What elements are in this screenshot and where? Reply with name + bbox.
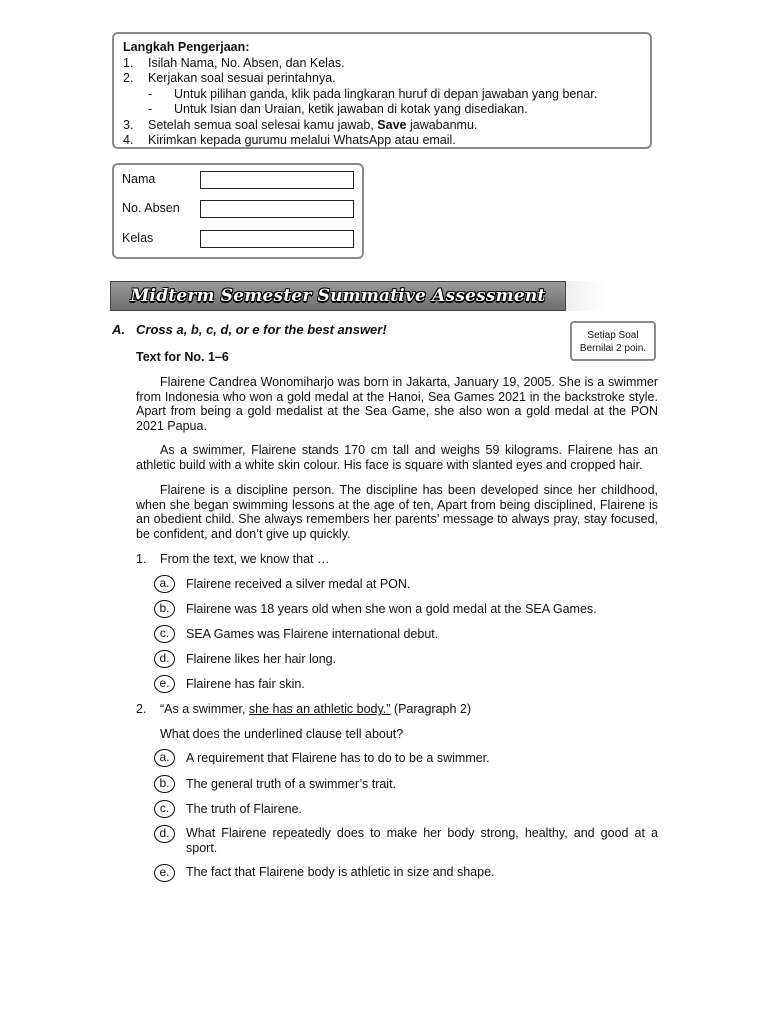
option-b-circle[interactable]: b. bbox=[154, 775, 175, 793]
option-text: What Flairene repeatedly does to make her body strong, healthy, and good at a sport. bbox=[186, 826, 658, 855]
option-a-circle[interactable]: a. bbox=[154, 575, 175, 593]
question-number: 1. bbox=[136, 552, 147, 566]
question-prompt: “As a swimmer, she has an athletic body.” (Paragraph 2) bbox=[160, 702, 472, 716]
reading-paragraph: Flairene is a discipline person. The discipline has been developed since her childhood, when she began swimming lessons at the age of ten, Apart from being disciplined, Flairene is an obedient child. She always remembers her parents’ message to always pray, stay focused, be confident, and don’t give up quickly. bbox=[136, 483, 658, 541]
reading-paragraph: As a swimmer, Flairene stands 170 cm tall and weighs 59 kilograms. Flairene has an athletic build with a white skin colour. His face is square with slanted eyes and cropped hair. bbox=[136, 443, 658, 472]
option-text: Flairene has fair skin. bbox=[186, 677, 305, 691]
assessment-banner bbox=[110, 281, 566, 311]
name-input[interactable] bbox=[200, 171, 354, 189]
instruction-step: 1. Isilah Nama, No. Absen, dan Kelas. bbox=[123, 55, 345, 70]
option-e-circle[interactable]: e. bbox=[154, 864, 175, 882]
kelas-input[interactable] bbox=[200, 230, 354, 248]
points-badge: Setiap Soal Bernilai 2 poin. bbox=[570, 321, 656, 361]
absen-input[interactable] bbox=[200, 200, 354, 218]
option-text: Flairene likes her hair long. bbox=[186, 652, 337, 666]
reading-heading: Text for No. 1–6 bbox=[136, 350, 229, 364]
save-keyword: Save bbox=[377, 117, 407, 132]
option-text: Flairene was 18 years old when she won a gold medal at the SEA Games. bbox=[186, 602, 597, 616]
instruction-step: 4. Kirimkan kepada gurumu melalui WhatsApp atau email. bbox=[123, 133, 456, 147]
instructions-title: Langkah Pengerjaan: bbox=[123, 40, 250, 54]
reading-paragraph: Flairene Candrea Wonomiharjo was born in Jakarta, January 19, 2005. She is a swimmer from Indonesia who won a gold medal at the Hanoi, Sea Games 2021 in the backstroke style. Apart from being a gold medalist at the Sea Game, she also won a gold medal at the PON 2021 Papua. bbox=[136, 375, 658, 433]
option-text: SEA Games was Flairene international debut. bbox=[186, 627, 439, 641]
instruction-step: 2. Kerjakan soal sesuai perintahnya. bbox=[123, 71, 336, 85]
kelas-label: Kelas bbox=[122, 231, 154, 245]
option-a-circle[interactable]: a. bbox=[154, 749, 175, 767]
section-letter: A. bbox=[112, 322, 125, 337]
question-number: 2. bbox=[136, 702, 147, 716]
option-d-circle[interactable]: d. bbox=[154, 825, 175, 843]
name-label: Nama bbox=[122, 172, 156, 186]
question-subprompt: What does the underlined clause tell about? bbox=[160, 727, 404, 741]
question-prompt: From the text, we know that … bbox=[160, 552, 330, 566]
option-d-circle[interactable]: d. bbox=[154, 650, 175, 668]
instruction-sub-item: - Untuk pilihan ganda, klik pada lingkaran huruf di depan jawaban yang benar. bbox=[148, 86, 598, 101]
option-b-circle[interactable]: b. bbox=[154, 600, 175, 618]
section-heading bbox=[112, 322, 387, 337]
option-text: The truth of Flairene. bbox=[186, 802, 303, 816]
option-text: The fact that Flairene body is athletic in size and shape. bbox=[186, 865, 495, 879]
section-title: Cross a, b, c, d, or e for the best answer! bbox=[136, 322, 387, 337]
instruction-step: 3. Setelah semua soal selesai kamu jawab, Save jawabanmu. bbox=[123, 117, 478, 132]
option-c-circle[interactable]: c. bbox=[154, 800, 175, 818]
underlined-clause: she has an athletic body.” bbox=[248, 702, 391, 716]
option-text: Flairene received a silver medal at PON. bbox=[186, 577, 411, 591]
option-text: A requirement that Flairene has to do to be a swimmer. bbox=[186, 751, 490, 765]
option-e-circle[interactable]: e. bbox=[154, 675, 175, 693]
instruction-sub-item: - Untuk Isian dan Uraian, ketik jawaban di kotak yang disediakan. bbox=[148, 102, 528, 116]
identity-box bbox=[112, 163, 364, 259]
absen-label: No. Absen bbox=[122, 201, 180, 215]
instructions-box bbox=[112, 32, 652, 149]
banner-fade-decoration bbox=[566, 281, 606, 311]
option-c-circle[interactable]: c. bbox=[154, 625, 175, 643]
banner-title: Midterm Semester Summative Assessment bbox=[130, 286, 546, 306]
option-text: The general truth of a swimmer’s trait. bbox=[186, 777, 397, 791]
